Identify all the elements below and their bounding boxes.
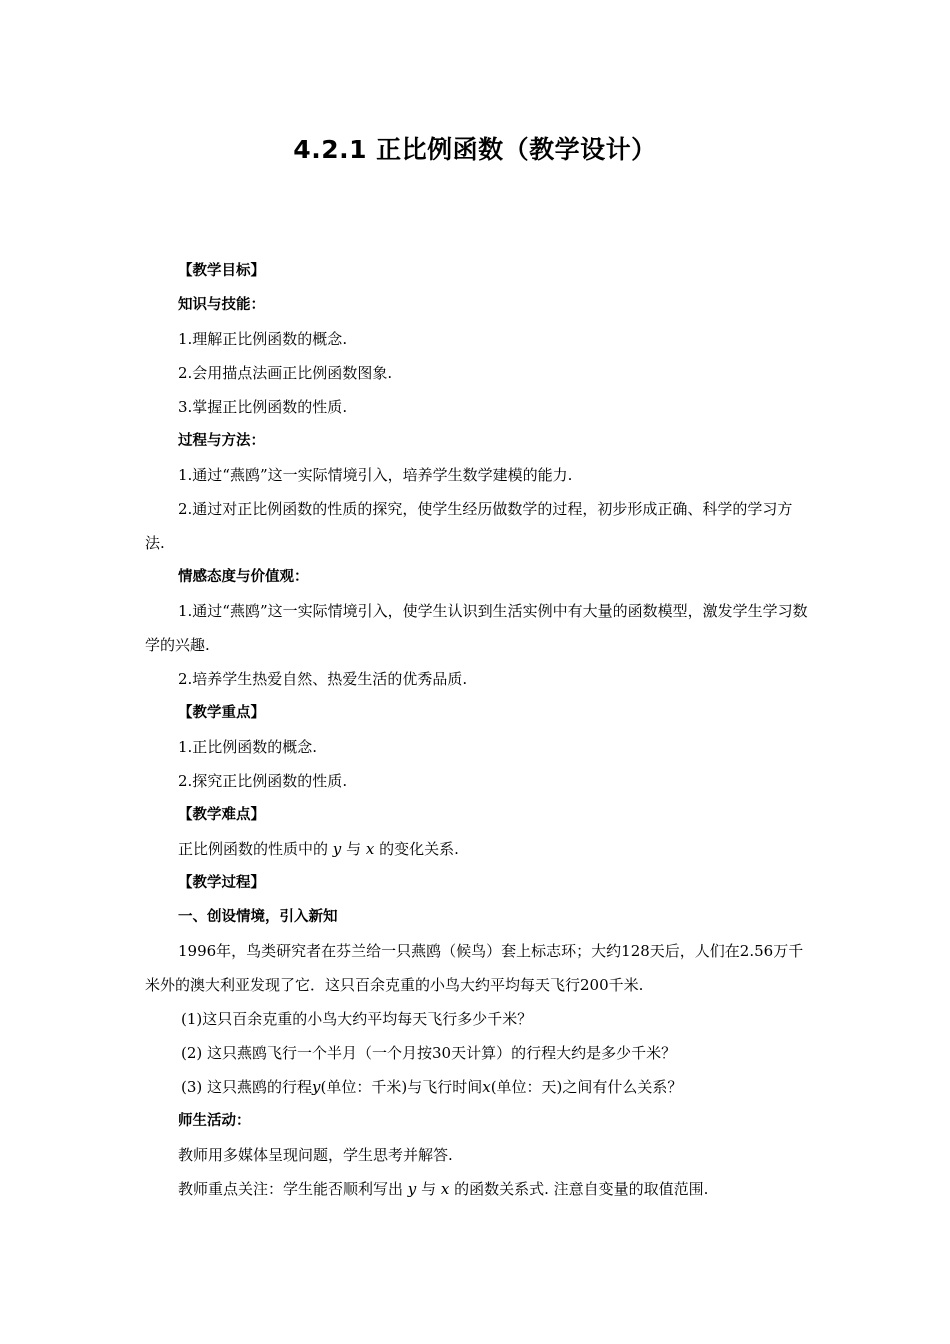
process-method-item-1: 1.通过“燕鸥”这一实际情境引入，培养学生数学建模的能力. <box>178 466 573 484</box>
emotion-item-2: 2.培养学生热爱自然、热爱生活的优秀品质. <box>178 670 468 688</box>
objectives-heading: 【教学目标】 <box>178 263 265 279</box>
key-points-heading: 【教学重点】 <box>178 705 265 721</box>
knowledge-item-2: 2.会用描点法画正比例函数图象. <box>178 364 393 382</box>
variable-x: x <box>440 1180 450 1198</box>
variable-y: y <box>312 1078 321 1096</box>
knowledge-heading: 知识与技能： <box>178 297 265 313</box>
knowledge-item-1: 1.理解正比例函数的概念. <box>178 330 348 348</box>
variable-x: x <box>365 840 375 858</box>
process-heading: 【教学过程】 <box>178 875 265 891</box>
activity-2-b: 与 <box>421 1180 437 1198</box>
question-2: (2) 这只燕鸥飞行一个半月（一个月按30天计算）的行程大约是多少千米？ <box>181 1044 677 1062</box>
question-3-c: (单位：天)之间有什么关系？ <box>490 1078 683 1096</box>
activity-heading: 师生活动： <box>178 1113 251 1129</box>
section1-heading: 一、创设情境，引入新知 <box>178 909 338 925</box>
activity-1: 教师用多媒体呈现问题，学生思考并解答. <box>178 1146 453 1164</box>
knowledge-item-3: 3.掌握正比例函数的性质. <box>178 398 348 416</box>
emotion-item-1: 1.通过“燕鸥”这一实际情境引入，使学生认识到生活实例中有大量的函数模型，激发学生学习数学的兴趣. <box>145 602 808 654</box>
question-3-b: (单位：千米)与飞行时间 <box>320 1078 483 1096</box>
difficulty-text <box>145 832 810 866</box>
emotion-heading: 情感态度与价值观： <box>178 569 309 585</box>
activity-2 <box>145 1172 810 1206</box>
activity-2-c: 的函数关系式. 注意自变量的取值范围. <box>454 1180 709 1198</box>
key-point-1: 1.正比例函数的概念. <box>178 738 318 756</box>
variable-y: y <box>407 1180 417 1198</box>
activity-2-a: 教师重点关注：学生能否顺利写出 <box>178 1180 404 1198</box>
variable-x: x <box>482 1078 491 1096</box>
intro-paragraph: 1996年，鸟类研究者在芬兰给一只燕鸥（候鸟）套上标志环；大约128天后，人们在2.56万千米外的澳大利亚发现了它．这只百余克重的小鸟大约平均每天飞行200千米. <box>145 942 804 994</box>
question-3-a: (3) 这只燕鸥的行程 <box>181 1078 313 1096</box>
process-method-item-2: 2.通过对正比例函数的性质的探究，使学生经历做数学的过程，初步形成正确、科学的学习方法. <box>145 500 793 552</box>
variable-y: y <box>332 840 342 858</box>
question-3 <box>145 1070 810 1104</box>
question-1: (1)这只百余克重的小鸟大约平均每天飞行多少千米？ <box>181 1010 533 1028</box>
process-method-heading: 过程与方法： <box>178 433 265 449</box>
difficulty-text-b: 与 <box>346 840 362 858</box>
difficulties-heading: 【教学难点】 <box>178 807 265 823</box>
key-point-2: 2.探究正比例函数的性质. <box>178 772 348 790</box>
difficulty-text-c: 的变化关系. <box>379 840 459 858</box>
difficulty-text-a: 正比例函数的性质中的 <box>178 840 329 858</box>
page-title: 4.2.1 正比例函数（教学设计） <box>293 135 657 164</box>
document-body <box>145 254 810 1206</box>
